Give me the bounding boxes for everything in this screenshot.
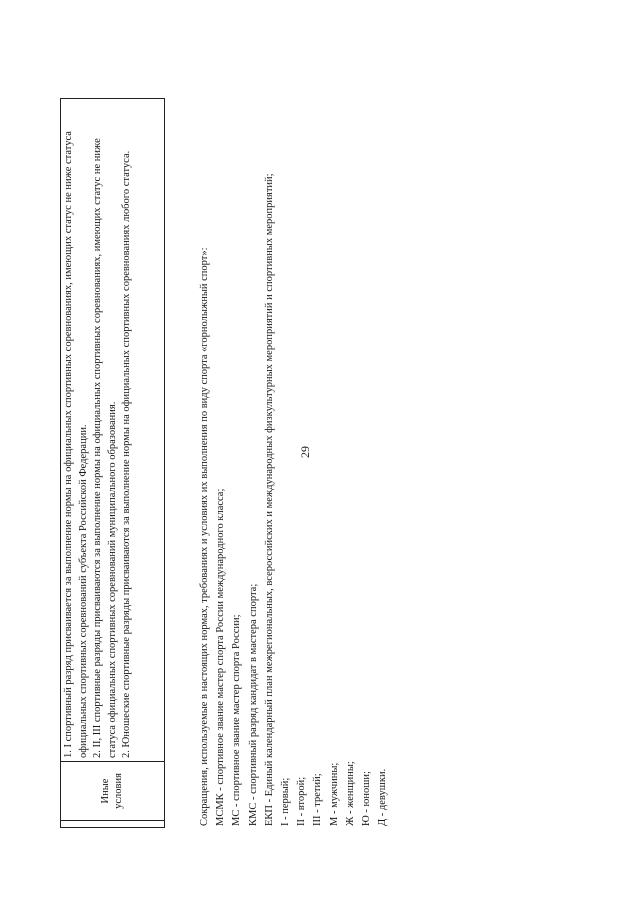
abbreviations-intro: Сокращения, используемые в настоящих нормах, требованиях и условиях их выполнения по виду спорта «горнолыжный спорт»:: [199, 246, 210, 826]
abbreviation-item: МС - спортивное звание мастер спорта России;: [231, 613, 243, 826]
abbreviation-item: М - мужчины;: [328, 762, 340, 826]
abbreviation-item: ЕКП - Единый календарный план межрегиональных, всероссийских и международных физкультурных мероприятий и спортивных мероприятий;: [263, 172, 275, 826]
abbreviation-item: Ю - юноши;: [361, 770, 373, 826]
abbreviations-section: [197, 106, 391, 826]
abbreviation-item: III - третий;: [312, 772, 324, 826]
abbreviation-item: II - второй;: [296, 776, 308, 826]
table-label-cell: Иные условия: [61, 761, 164, 820]
condition-item: 1. I спортивный разряд присваивается за выполнение нормы на официальных спортивных соревнованиях, имеющих статус не ниже статуса официальных спортивных соревнований субъекта Российской Федерации.: [63, 130, 89, 758]
condition-item: 2. Юношеские спортивные разряды присваиваются за выполнение нормы на официальных спортивных соревнованиях любого статуса.: [121, 150, 133, 758]
table-blank-cell: [61, 820, 164, 827]
condition-item: 2. II, III спортивные разряды присваиваются за выполнение нормы на официальных спортивных соревнованиях, имеющих статус не ниже статуса официальных спортивных соревнований муниципального образования.: [92, 137, 118, 758]
abbreviation-item: Д - девушки.: [377, 768, 389, 826]
abbreviation-item: I - первый;: [280, 777, 292, 826]
page-number: 29: [298, 446, 312, 458]
rotated-page-content: [60, 78, 580, 828]
table-content-cell: [61, 99, 164, 761]
abbreviation-item: МСМК - спортивное звание мастер спорта России международного класса;: [215, 488, 227, 826]
abbreviation-item: Ж - женщины;: [344, 760, 356, 826]
conditions-table: [60, 98, 165, 828]
abbreviation-item: КМС - спортивный разряд кандидат в мастера спорта;: [247, 583, 259, 826]
